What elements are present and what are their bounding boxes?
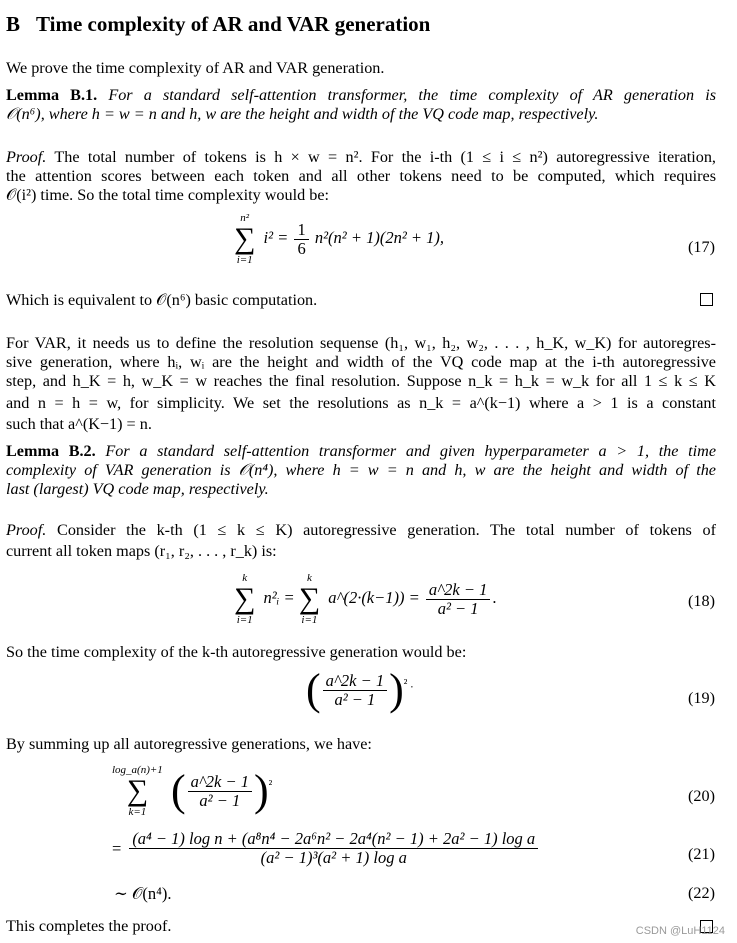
proof1-line3: 𝒪(i²) time. So the total time complexity would be:: [6, 186, 330, 204]
equation-20: log_a(n)+1 ∑ k=1 ( $\frac{a\^{}2k - 1}{\text{a² − 1}}$ )$^{^2}$: [112, 764, 273, 818]
var-line3: step, and h_K = h, w_K = w reaches the final resolution. Suppose n_k = h_k = w_k for all 1 ≤ k ≤ K: [6, 372, 716, 390]
intro-text: We prove the time complexity of AR and VAR generation.: [6, 59, 385, 77]
equation-number-17: (17): [688, 238, 715, 256]
section-heading: [6, 14, 430, 34]
equation-number-21: (21): [688, 845, 715, 863]
equation-number-20: (20): [688, 787, 715, 805]
proof2-line4: By summing up all autoregressive generations, we have:: [6, 735, 372, 753]
proof1-label: Proof.: [6, 148, 47, 166]
equation-number-19: (19): [688, 689, 715, 707]
qed-symbol: [700, 293, 713, 306]
equation-17: n² ∑ i=1 i² = $\frac{1}{6}$ n²(n² + 1)(2n² + 1),: [234, 212, 445, 266]
proof-closing: This completes the proof.: [6, 917, 172, 935]
equation-19: ( $\frac{a\^{}2k - 1}{\text{a² − 1}}$ )$^{^2 .}$: [306, 665, 414, 714]
equation-22: ∼ 𝒪(n⁴).: [114, 884, 172, 903]
section-number: B: [6, 12, 21, 36]
fraction: $\frac{1}{6}$: [294, 221, 308, 258]
equation-number-18: (18): [688, 592, 715, 610]
equation-number-22: (22): [688, 884, 715, 902]
proof2-line2: current all token maps (r₁, r₂, . . . , r_k) is:: [6, 542, 277, 560]
var-line2: sive generation, where hᵢ, wᵢ are the height and width of the VQ code map at the i-th autoregressive: [6, 353, 716, 371]
equation-18: k ∑ i=1 n²ᵢ = k ∑ i=1 a^(2·(k−1)) = $\frac{a\^{}2k - 1}{\text{a² − 1}}$ .: [234, 572, 497, 626]
equation-21: = (a⁴ − 1) log n + (a⁸n⁴ − 2a⁶n² − 2a⁴(n² − 1) + 2a² − 1) log a (a² − 1)³(a² + 1) log a: [112, 830, 540, 867]
lemma-b1-line1: Lemma B.1. For a standard self-attention transformer, the time complexity of AR generation is: [6, 86, 717, 104]
proof1-line1: Proof. The total number of tokens is h × w = n². For the i-th (1 ≤ i ≤ n²) autoregressive iteration,: [6, 148, 716, 166]
lemma-b2-line3: last (largest) VQ code map, respectively.: [6, 480, 269, 498]
lemma-b2-line1: Lemma B.2. For a standard self-attention transformer and given hyperparameter a > 1, the time: [6, 442, 717, 460]
var-line1: For VAR, it needs us to define the resolution sequense (h₁, w₁, h₂, w₂, . . . , h_K, w_K) for autoregres-: [6, 334, 716, 352]
section-title: Time complexity of AR and VAR generation: [36, 12, 431, 36]
sum-operator: n² ∑ i=1: [234, 212, 256, 266]
proof2-line3: So the time complexity of the k-th autoregressive generation would be:: [6, 643, 467, 661]
watermark: CSDN @LuH1124: [635, 925, 725, 937]
lemma-b1-line2: 𝒪(n⁶), where h = w = n and h, w are the height and width of the VQ code map, respectively.: [6, 105, 599, 123]
proof1-conclusion: Which is equivalent to 𝒪(n⁶) basic computation.: [6, 291, 318, 309]
var-line5: such that a^(K−1) = n.: [6, 415, 152, 433]
proof2-line1: Proof. Consider the k-th (1 ≤ k ≤ K) autoregressive generation. The total number of tokens of: [6, 521, 717, 539]
var-line4: and n = h = w, for simplicity. We set the resolutions as n_k = a^(k−1) where a > 1 is a constant: [6, 394, 716, 412]
lemma-b2-label: Lemma B.2.: [6, 442, 96, 460]
lemma-b2-line2: complexity of VAR generation is 𝒪(n⁴), where h = w = n and h, w are the height and width of the: [6, 461, 716, 479]
proof2-label: Proof.: [6, 521, 47, 539]
proof1-line2: the attention scores between each token and all other tokens need to be computed, which requires: [6, 167, 716, 185]
lemma-b1-label: Lemma B.1.: [6, 86, 98, 104]
